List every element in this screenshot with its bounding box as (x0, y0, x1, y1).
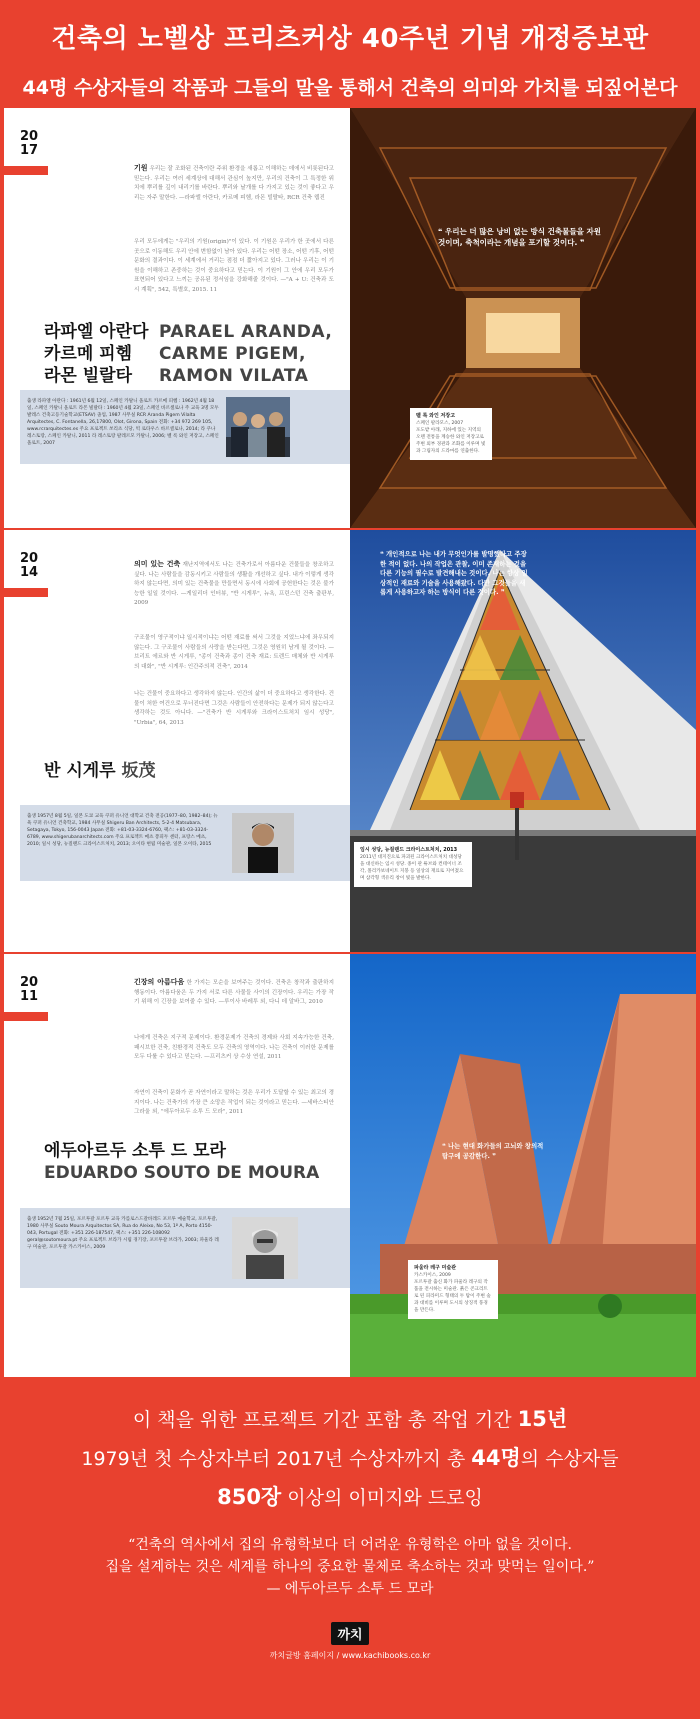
body-text (134, 238, 334, 296)
architect-name-ko (44, 760, 156, 782)
name-en-line: RAMON VILATA (159, 366, 309, 386)
spread-2011 (4, 954, 696, 1377)
caption-subtitle: 카스카이스, 2009 (414, 1273, 451, 1278)
left-page (4, 530, 349, 952)
name-ko-line: 반 시게루 (44, 761, 116, 781)
text-paragraph: 우리 모두에게는 "우리의 기원(origin)"이 있다. 이 기원은 우리가 한 곳에서 다른 곳으로 이동해도 우리 안에 변함없이 남아 있다. 우리는 어떤 장소, 어떤 기후, 어떤 문화의 결과이다. 이 세계에서 거리는 점점 더 짧아지고 있다. 그러나 우리는 이 기원을 이해하고 존중하는 것이 중요하다고 믿는다. 이 기원이 그 안에 우리 모두가 표현되어 있다고 느끼는 공유된 정서임을 강화해줄 것이다. —"A + U: 건축과 도시 계획", 542, 특별호, 2015. 11 (134, 239, 334, 293)
architect-name-en (159, 321, 332, 387)
text-lead: 기원 (134, 164, 148, 172)
photo-page (350, 530, 696, 952)
pull-quote (438, 226, 608, 248)
quote-open-icon: ❝ (380, 550, 384, 558)
header-title: 건축의 노벨상 프리츠커상 40주년 기념 개정증보판 (51, 24, 649, 54)
caption-title: 벨 록 와인 저장고 (416, 413, 456, 419)
body-text (134, 164, 334, 203)
year-label (20, 552, 38, 580)
header-subtitle: 44명 수상자들의 작품과 그들의 말을 통해서 건축의 의미와 가치를 되짚어본다 (22, 77, 678, 99)
info-text: 출생 1957년 8월 5일, 일본 도쿄 교육 쿠퍼 유니언 대학교 건축 전공(1977–80, 1982–84); 뉴욕 쿠퍼 유니언 건축학교, 1984 사무실 Shigeru Ban Architects, 5-2-4 Matsubara, Setagaya, Tokyo, 156-0043 Japan 전화: +81-03-3324-6760, 팩스: +81-03-3324-6789, www.shigerubanarchitects.com 주요 프로젝트 메츠 퐁피두 센터, 프랑스 메츠, 2010; 일시 성당, 뉴질랜드 크라이스트처치, 2013; 오이타 현립 미술관, 일본 오이타, 2015 (27, 814, 218, 847)
publisher-logo-wrap (4, 1622, 696, 1645)
quote-close-icon: ❞ (579, 238, 585, 247)
quote-text: 우리는 더 많은 낭비 없는 방식 건축물들을 자원 것이며, 축척이라는 개념을 포기할 것이다. (438, 227, 601, 247)
promo-highlight: 850장 (217, 1485, 282, 1509)
year-marker-bar (4, 588, 48, 597)
year-label (20, 130, 38, 158)
body-text (134, 634, 334, 672)
promo-footer (4, 1379, 696, 1719)
caption-title: 파울라 레구 미술관 (414, 1265, 457, 1271)
author-quote (4, 1534, 696, 1600)
name-ko-line: 라파엘 아란다 (44, 322, 149, 342)
info-text: 출생 1952년 7월 25일, 포르투갈 포르투 교육 카를로스드갈바레드 포르투 예술학교, 포르투갈, 1980 사무실 Souto Moura Arquitectos SA, Rua do Aleixo, No 53, 1º A, Porto 4150-043, Portugal 전화: +351 226-187547, 팩스: +351 226-108092 geral@soutomoura.pt 주요 프로젝트 브라가 시립 경기장, 포르투갈 브라가, 2003; 파울라 레구 미술관, 포르투갈 카스카이스, 2009 (27, 1217, 219, 1250)
architect-portrait (232, 813, 294, 873)
promo-line-1 (4, 1407, 696, 1432)
year-marker-bar (4, 166, 48, 175)
text-paragraph: 우리는 잘 조화된 건축이란 주위 환경을 새롭고 이해하는 데에서 비롯된다고 믿는다. 우리는 여러 세계상에 대해서 관심이 높지만, 우리의 건축이 그 특정한 위치에 뿌리를 깊이 내리기를 바란다. 뿌리와 날개를 다 가지고 있는 것이 좋다고 우리는 자주 말한다. —라파엘 아란다, 카르메 피헴, 라몬 빌랄타, RCR 건축 웹진 (134, 166, 335, 201)
architect-name-ko (44, 1140, 319, 1184)
year-marker-bar (4, 1012, 48, 1021)
caption-text: 포르투갈 출신 화가 파울라 레구의 작품을 전시하는 미술관. 붉은 콘크리트로 된 피라미드 형태의 두 탑이 주변 숲과 대비를 이루며 도시의 상징적 풍경을 만든다. (414, 1280, 491, 1313)
text-lead: 의미 있는 건축 (134, 560, 181, 568)
promo-text: 이상의 이미지와 드로잉 (281, 1487, 483, 1509)
photo-caption (354, 842, 472, 887)
promo-text: 의 수상자들 (520, 1448, 619, 1470)
year-bottom: 17 (20, 143, 39, 158)
text-paragraph: 나는 건물이 중요하다고 생각하지 않는다. 인간의 삶이 더 중요하다고 생각한다. 건물이 처한 여건으로 무너진다면 그것은 사람들이 안전하다는 문제가 되지 않는다고 생각하는 것도 아니다. —"건축가 반 시게루와 크라이스트처치 임시 성당", "Urbia", 64, 2013 (134, 691, 334, 726)
quote-author: — 에두아르두 소투 드 모라 (266, 1581, 434, 1597)
left-page (4, 108, 349, 528)
quote-text: 나는 현대 화가들의 고뇌와 창의적 탐구에 공감한다. (442, 1142, 544, 1160)
quote-line: 집을 설계하는 것은 세계를 하나의 중요한 물체로 축소하는 것과 맞먹는 일이다.” (105, 1559, 595, 1575)
name-en-line: 坂茂 (121, 761, 156, 781)
year-top: 20 (20, 975, 39, 990)
text-paragraph: 한 가지는 모순을 보여주는 것이다. 건축은 창작과 출판하지 행동이다. 아름다움은 두 가지 서로 다른 사물들 사이의 긴장이다. 우리는 가장 작기 위해 이 긴장을 보여줄 수 있다. —루이사 바레투 외, 다니 데 알바그, 2010 (134, 980, 334, 1006)
year-bottom: 11 (20, 989, 39, 1004)
pull-quote (442, 1142, 550, 1161)
body-text (134, 1089, 334, 1118)
pull-quote (380, 550, 530, 598)
publisher-logo: 까치 (331, 1622, 368, 1645)
info-text: 출생 라파엘 아란다 : 1961년 6월 12일, 스페인 카탈니 올로트 카르메 피헴 : 1962년 4월 18일, 스페인 카탈니 올로트 라몬 빌랄타 : 1960년 4월 23일, 스페인 바르셀로나 주 교육 3명 모두 발레스 건축고등기술학교(ETSAV) 졸업, 1987 사무실 RCR Aranda Pigem Vilalta Arquitectes, C. Fontanella, 26,17800, Olot, Girona, Spain 전화: +34 972 269 105, www.rcrarquitectes.es 주요 프로젝트 쏘리츠 식당, 빅 로타우스 바르셀로나, 2014; 라 쿠나 레스토랑, 스페인 카탈니, 2011 라 레스토랑 팔레르모 카탈니, 2006; 벨 록 와인 저장고, 스페인 올로트, 2007 (27, 399, 219, 446)
publisher-site-link[interactable]: 까치글방 홈페이지 / www.kachibooks.co.kr (269, 1651, 431, 1660)
promo-text: 이 책을 위한 프로젝트 기간 포함 총 작업 기간 (132, 1409, 518, 1431)
name-en-line: CARME PIGEM, (159, 344, 306, 364)
quote-text: 개인적으로 나는 내가 무엇인가를 발명했다고 주장한 적이 없다. 나의 작업은 관찰, 이미 존재하는 것을 다른 기능의 필수로 발견해내는 것이다. 나는 항상 일상적인 재료와 기술을 사용해왔다. 다만 그것들을 새롭게 사용하고자 하는 방식이 다른 것이다. (380, 550, 528, 597)
quote-close-icon: ❞ (492, 1151, 496, 1160)
info-box (20, 805, 350, 881)
text-paragraph: 자연이 건축이 문화가 곧 자연이라고 말하는 것은 우리가 도달할 수 있는 최고의 경지이다. 나는 건축가의 가장 큰 소망은 작업이 되는 것이라고 믿는다. —세바스티안 그라울 외, "에두아르두 소투 드 모라", 2011 (134, 1090, 334, 1116)
year-bottom: 14 (20, 565, 39, 580)
promo-line-2 (4, 1446, 696, 1471)
promo-highlight: 15년 (517, 1407, 568, 1431)
name-en-line: PARAEL ARANDA, (159, 322, 333, 342)
promo-text: 1979년 첫 수상자부터 2017년 수상자까지 총 (81, 1448, 472, 1470)
caption-text: 2011년 대지진으로 파괴된 크라이스트처치 대성당을 대신하는 임시 성당. 종이 관 튜브와 컨테이너 조각, 폴리카보네이트 지붕 등 일상의 재료로 지어졌으며 삼각형 색유리 창이 빛을 발한다. (360, 855, 464, 881)
quote-line: “건축의 역사에서 집의 유형학보다 더 어려운 유형학은 아마 없을 것이다. (128, 1537, 572, 1553)
info-box (20, 390, 350, 464)
quote-open-icon: ❝ (442, 1142, 446, 1150)
caption-subtitle: 스페인 팔라모스, 2007 (416, 421, 464, 426)
name-ko-line: 라몬 빌랄타 (44, 366, 133, 386)
quote-open-icon: ❝ (438, 227, 443, 236)
page-header (0, 0, 700, 108)
promo-line-3 (4, 1485, 696, 1510)
year-top: 20 (20, 129, 39, 144)
name-ko-line: 에두아르두 소투 드 모라 (44, 1141, 226, 1161)
body-text (134, 1034, 334, 1063)
museum-photo (350, 954, 696, 1377)
architects-portrait (226, 397, 290, 457)
text-paragraph: 나에게 건축은 지구적 문제이다. 환경문제가 건축의 경제와 사회 지속가능한 건축, 패시브한 건축, 친환경적 건축도 모두 건축의 영역이다. 나는 건축이 이러한 문제를 모두 다룰 수 있다고 믿는다. —프리츠커 상 수상 연설, 2011 (134, 1035, 334, 1061)
photo-page (350, 954, 696, 1377)
text-lead: 긴장의 아름다움 (134, 978, 185, 986)
architect-portrait (232, 1217, 298, 1279)
quote-close-icon: ❞ (500, 588, 505, 597)
winery-photo (350, 108, 696, 528)
body-text (134, 978, 334, 1008)
spread-2017 (4, 108, 696, 528)
name-en-line: EDUARDO SOUTO DE MOURA (44, 1163, 320, 1183)
promo-highlight: 44명 (471, 1446, 521, 1470)
info-box (20, 1208, 350, 1288)
body-text (134, 690, 334, 728)
spread-2014 (4, 530, 696, 952)
photo-caption (410, 408, 492, 460)
caption-text: 포도밭 아래, 지하에 있는 지역의 오랜 전통을 계승한 와인 저장고로 주변 외부 경관과 조화를 이루며 빛과 그림자의 드라마를 연출한다. (416, 428, 486, 454)
left-page (4, 954, 349, 1377)
body-text (134, 560, 334, 609)
year-top: 20 (20, 551, 39, 566)
photo-caption (408, 1260, 498, 1319)
name-ko-line: 카르메 피헴 (44, 344, 133, 364)
text-paragraph: 구조물이 영구적이냐 일시적이냐는 어떤 재료를 써서 그것을 지었느냐에 좌우되지 않는다. 그 구조물이 사람들의 사랑을 받는다면, 그것은 영원히 남게 될 것이다. —브리트 에르와 반 시게루, "종이 건축과 종이 건축 재료: 트렌드 매체와 반 시게루의 대화", "반 시게루: 인간주의적 건축", 2014 (134, 635, 334, 670)
text-paragraph: 재난지역에서도 나는 건축가로서 아름다운 건물들을 창조하고 싶다. 나는 사람들을 감동시키고 사람들의 생활을 개선하고 싶다. 내가 이렇게 생각하지 않는다면, 의미 있는 건축물을 만들면서 동시에 사회에 공헌한다는 것은 불가능한 일일 것이다. —게일리더 인터뷰, "반 시게루", 뉴욕, 프린스턴 건축 출판부, 2009 (134, 562, 334, 607)
photo-page (350, 108, 696, 528)
architect-name-ko (44, 321, 148, 387)
year-label (20, 976, 38, 1004)
caption-title: 임시 성당, 뉴질랜드 크라이스트처치, 2013 (360, 847, 458, 853)
